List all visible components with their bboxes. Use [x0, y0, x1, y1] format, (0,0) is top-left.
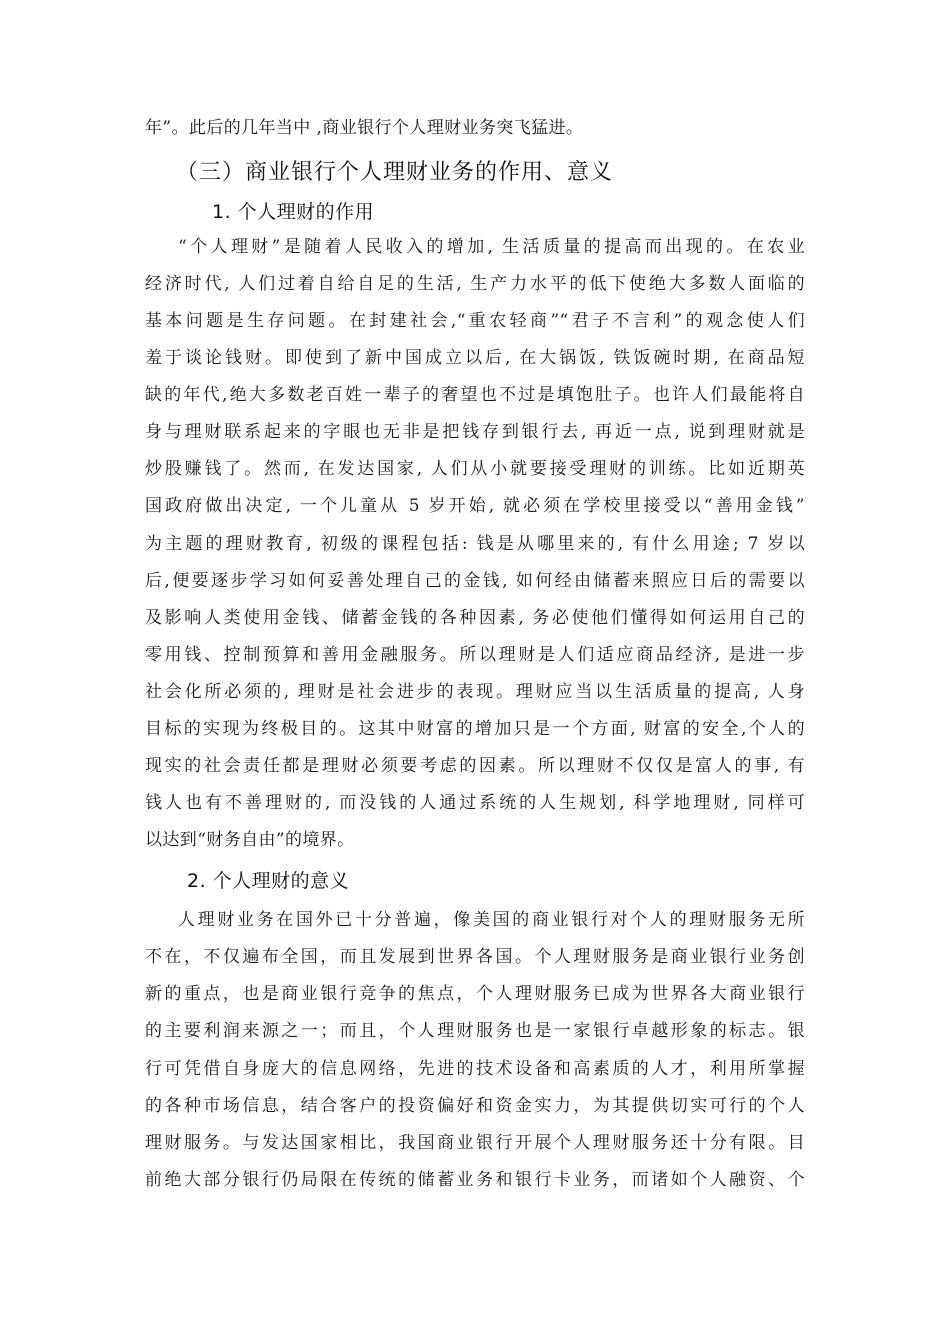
paragraph-line: 后,便要逐步学习如何妥善处理自己的金钱, 如何经由储蓄来照应日后的需要以	[145, 571, 805, 591]
paragraph-line: 为主题的理财教育, 初级的课程包括: 钱是从哪里来的, 有什么用途; 7 岁以	[145, 534, 805, 554]
paragraph-line: 不在，不仅遍布全国，而且发展到世界各国。个人理财服务是商业银行业务创	[145, 947, 805, 967]
paragraph-line: 基本问题是生存问题。在封建社会,“重农轻商”“君子不言利”的观念使人们	[145, 311, 805, 331]
paragraph-line: 国政府做出决定, 一个儿童从 5 岁开始, 就必须在学校里接受以“善用金钱”	[145, 496, 805, 516]
paragraph-line: 前绝大部分银行仍局限在传统的储蓄业务和银行卡业务，而诸如个人融资、个	[145, 1170, 805, 1190]
paragraph-line: 以达到“财务自由”的境界。	[145, 830, 355, 850]
paragraph-line: 缺的年代,绝大多数老百姓一辈子的奢望也不过是填饱肚子。也许人们最能将自	[145, 385, 805, 405]
section-heading: （三）商业银行个人理财业务的作用、意义	[176, 160, 614, 185]
paragraph-line: 人理财业务在国外已十分普遍，像美国的商业银行对个人的理财服务无所	[178, 910, 805, 930]
paragraph-line: 行可凭借自身庞大的信息网络，先进的技术设备和高素质的人才，利用所掌握	[145, 1059, 805, 1079]
paragraph-line: 新的重点，也是商业银行竞争的焦点，个人理财服务已成为世界各大商业银行	[145, 984, 805, 1004]
paragraph-line: 身与理财联系起来的字眼也无非是把钱存到银行去, 再近一点, 说到理财就是	[145, 422, 805, 442]
paragraph-line: 零用钱、控制预算和善用金融服务。所以理财是人们适应商品经济, 是进一步	[145, 645, 805, 665]
paragraph-line: 炒股赚钱了。然而, 在发达国家, 人们从小就要接受理财的训练。比如近期英	[145, 459, 805, 479]
paragraph-line: “个人理财”是随着人民收入的增加, 生活质量的提高而出现的。在农业	[178, 237, 805, 257]
paragraph-line: 现实的社会责任都是理财必须要考虑的因素。所以理财不仅仅是富人的事, 有	[145, 756, 805, 776]
paragraph-line: 及影响人类使用金钱、储蓄金钱的各种因素, 务必使他们懂得如何运用自己的	[145, 608, 805, 628]
paragraph-line: 的各种市场信息，结合客户的投资偏好和资金实力，为其提供切实可行的个人	[145, 1096, 805, 1116]
subsection-heading-1: 1. 个人理财的作用	[212, 201, 375, 223]
subsection-heading-2: 2. 个人理财的意义	[187, 870, 350, 892]
paragraph-line: 经济时代, 人们过着自给自足的生活, 生产力水平的低下使绝大多数人面临的	[145, 274, 805, 294]
paragraph-line: 的主要利润来源之一；而且，个人理财服务也是一家银行卓越形象的标志。银	[145, 1021, 805, 1041]
intro-line: 年”。此后的几年当中 ,商业银行个人理财业务突飞猛进。	[145, 118, 584, 138]
paragraph-line: 社会化所必须的, 理财是社会进步的表现。理财应当以生活质量的提高, 人身	[145, 682, 805, 702]
paragraph-line: 理财服务。与发达国家相比，我国商业银行开展个人理财服务还十分有限。目	[145, 1133, 805, 1153]
paragraph-line: 钱人也有不善理财的, 而没钱的人通过系统的人生规划, 科学地理财, 同样可	[145, 793, 805, 813]
paragraph-line: 目标的实现为终极目的。这其中财富的增加只是一个方面, 财富的安全,个人的	[145, 719, 805, 739]
paragraph-line: 羞于谈论钱财。即使到了新中国成立以后, 在大锅饭, 铁饭碗时期, 在商品短	[145, 348, 805, 368]
